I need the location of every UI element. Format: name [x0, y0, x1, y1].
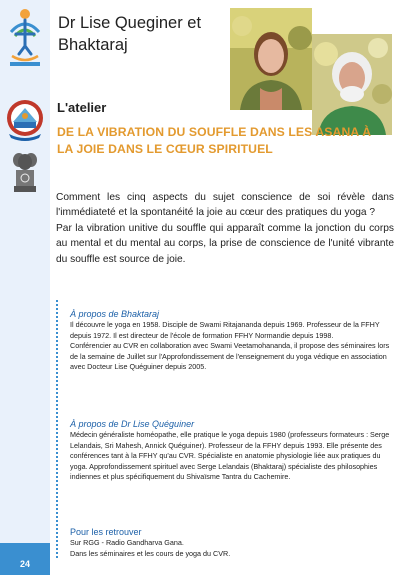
about-box [56, 300, 395, 558]
retrouver-section [70, 526, 390, 559]
photo-bhaktaraj [312, 34, 392, 135]
retrouver-line: Sur RGG - Radio Gandharva Gana. [70, 538, 184, 547]
intro-paragraph: Comment les cinq aspects du sujet conscience de soi révèle dans l'immédiateté et la spontanéité la joie au cœur des pratiques du yoga ? [56, 192, 394, 219]
ashoka-emblem-icon [8, 150, 42, 198]
intro-paragraph: Par la vibration unitive du souffle qui apparaît comme la jonction du corps au mental et du mental au corps, la prise de conscience de l'unité vibrante du souffle est source de joie. [56, 222, 394, 265]
authors-heading: Dr Lise Queginer et Bhaktaraj [58, 14, 202, 54]
ashoka-emblem-block [8, 150, 42, 204]
retrouver-line: Dans les séminaires et les cours de yoga du CVR. [70, 548, 231, 558]
intro-text [56, 190, 394, 267]
left-sidebar [0, 0, 50, 575]
about-bhaktaraj-paragraph: Il découvre le yoga en 1958. Disciple de Swami Ritajananda depuis 1969. Professeur de la FFHY depuis 1972. Il est directeur de l'école de formation FFHY Normandie depuis 1998. [70, 320, 380, 340]
sidebar-strip [0, 0, 50, 575]
about-bhaktaraj-section [70, 308, 390, 373]
about-lise-heading: À propos de Dr Lise Quéguiner [70, 419, 195, 429]
atelier-label: L'atelier [57, 100, 107, 115]
workshop-title: DE LA VIBRATION DU SOUFFLE DANS LES ASANA À LA JOIE DANS LE CŒUR SPIRITUEL [57, 125, 372, 156]
about-lise-section [70, 418, 390, 483]
retrouver-heading: Pour les retrouver [70, 527, 142, 537]
sangha-emblem-icon [5, 96, 45, 142]
page-number: 24 [0, 543, 50, 575]
yoga-day-logo-icon [6, 6, 44, 70]
photo-lise-queginer [230, 8, 312, 110]
about-bhaktaraj-paragraph: Conférencier au CVR en collaboration avec Swami Veetamohananda, il propose des séminaires lors de la semaine de Juillet sur l'Approfondissement de l'enseignement du yoga védique en association avec Docteur Lise Quéguiner depuis 2005. [70, 341, 390, 372]
about-bhaktaraj-heading: À propos de Bhaktaraj [70, 309, 160, 319]
about-lise-paragraph: Médecin généraliste homéopathe, elle pratique le yoga depuis 1980 (professeurs formateurs : Serge Lelandais, Sri Mahesh, Annick Quéguiner). Professeur de la FFHY depuis 1993. Elle présente des conférences tant à la FFHY qu'au CVR. Spécialiste en anatomie physiologie liée aux pratiques du yoga. Approfondissement spirituel avec Serge Lelandais (Bhaktaraj) spécialiste des philosophies indiennes et plus spécifiquement du Shivaïsme Tantra du Cachemire. [70, 430, 390, 482]
